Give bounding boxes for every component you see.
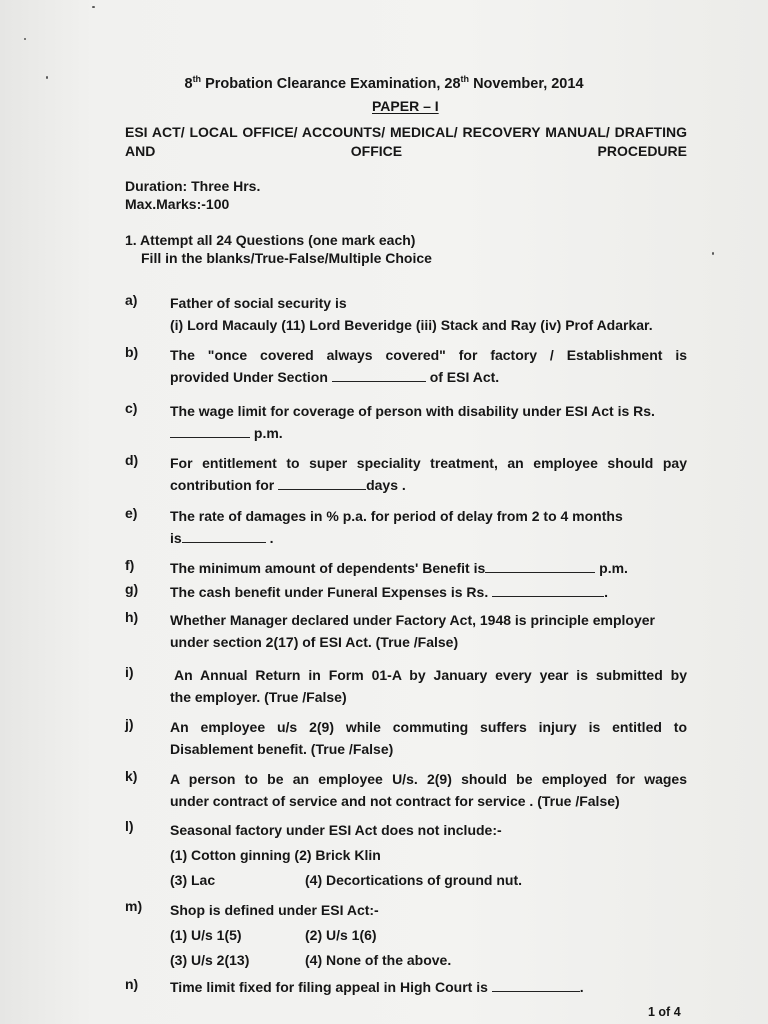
question-text: Disablement benefit. (True /False) [170, 741, 394, 757]
question-text: For entitlement to super speciality treatment, an employee should pay [170, 455, 687, 471]
option-3: (3) U/s 2(13) [170, 952, 250, 968]
question-text: . [579, 979, 584, 995]
question-label: i) [125, 664, 134, 680]
answer-blank[interactable] [492, 583, 604, 597]
question-label: h) [125, 609, 139, 625]
question-text: under contract of service and not contract for service . (True /False) [170, 793, 620, 809]
answer-blank[interactable] [332, 368, 426, 382]
question-text: Father of social security is [170, 295, 347, 311]
subject-heading: ESI ACT/ LOCAL OFFICE/ ACCOUNTS/ MEDICAL/ RECOVERY MANUAL/ DRAFTING AND OFFICE PROCEDURE [125, 124, 687, 159]
duration: Duration: Three Hrs. [125, 178, 261, 194]
exam-title: 8th Probation Clearance Examination, 28th November, 2014 [184, 74, 584, 92]
option-1: (1) Cotton ginning [170, 847, 291, 863]
question-label: c) [125, 400, 138, 416]
answer-blank[interactable] [170, 424, 250, 438]
option-3: (3) Lac [170, 872, 216, 888]
instruction-line-2: Fill in the blanks/True-False/Multiple Choice [141, 250, 432, 266]
scan-speck [712, 252, 714, 255]
question-label: a) [125, 292, 138, 308]
answer-blank[interactable] [278, 476, 366, 490]
question-label: k) [125, 768, 138, 784]
question-text: The minimum amount of dependents' Benefit is [170, 560, 486, 576]
option-4: (4) None of the above. [305, 952, 452, 968]
max-marks: Max.Marks:-100 [125, 196, 230, 212]
question-text: An employee u/s 2(9) while commuting suffers injury is entitled to [170, 719, 687, 735]
question-text: The wage limit for coverage of person with disability under ESI Act is Rs. [170, 403, 655, 419]
question-text: p.m. [253, 425, 283, 441]
question-text: p.m. [599, 560, 628, 576]
question-label: b) [125, 344, 139, 360]
question-text: contribution for [170, 477, 275, 493]
answer-blank[interactable] [182, 529, 266, 543]
question-text: . [269, 530, 274, 546]
option-2: (2) Brick Klin [294, 847, 381, 863]
option-4: (4) Decortications of ground nut. [305, 872, 522, 888]
question-label: n) [125, 976, 139, 992]
question-label: g) [125, 581, 139, 597]
question-text: A person to be an employee U/s. 2(9) should be employed for wages [170, 771, 687, 787]
scan-speck [24, 38, 26, 40]
question-label: j) [125, 716, 134, 732]
question-text: . [604, 584, 608, 600]
question-text: under section 2(17) of ESI Act. (True /False) [170, 634, 459, 650]
question-text: Shop is defined under ESI Act:- [170, 902, 379, 918]
scan-speck [92, 6, 95, 8]
question-options: (i) Lord Macauly (11) Lord Beveridge (iii) Stack and Ray (iv) Prof Adarkar. [170, 317, 653, 333]
question-text: provided Under Section [170, 369, 328, 385]
paper-title: PAPER – I [372, 98, 439, 114]
question-text: Seasonal factory under ESI Act does not include:- [170, 822, 502, 838]
option-1: (1) U/s 1(5) [170, 927, 242, 943]
question-text: The cash benefit under Funeral Expenses is Rs. [170, 584, 489, 600]
question-text: An Annual Return in Form 01-A by January every year is submitted by [174, 667, 687, 683]
question-text: The rate of damages in % p.a. for period of delay from 2 to 4 months [170, 508, 623, 524]
question-label: d) [125, 452, 139, 468]
option-2: (2) U/s 1(6) [305, 927, 377, 943]
question-text: the employer. (True /False) [170, 689, 347, 705]
question-text: The "once covered always covered" for factory / Establishment is [170, 347, 687, 363]
page-number: 1 of 4 [648, 1005, 681, 1019]
question-text: of ESI Act. [429, 369, 500, 385]
question-label: l) [125, 818, 134, 834]
question-text: Time limit fixed for filing appeal in High Court is [170, 979, 488, 995]
question-label: m) [125, 898, 143, 914]
question-text: Whether Manager declared under Factory Act, 1948 is principle employer [170, 612, 655, 628]
question-label: f) [125, 557, 135, 573]
question-text: is [170, 530, 182, 546]
question-text: days . [366, 477, 406, 493]
instruction-line-1: 1. Attempt all 24 Questions (one mark each) [125, 232, 416, 248]
answer-blank[interactable] [485, 559, 595, 573]
question-label: e) [125, 505, 138, 521]
answer-blank[interactable] [492, 978, 580, 992]
